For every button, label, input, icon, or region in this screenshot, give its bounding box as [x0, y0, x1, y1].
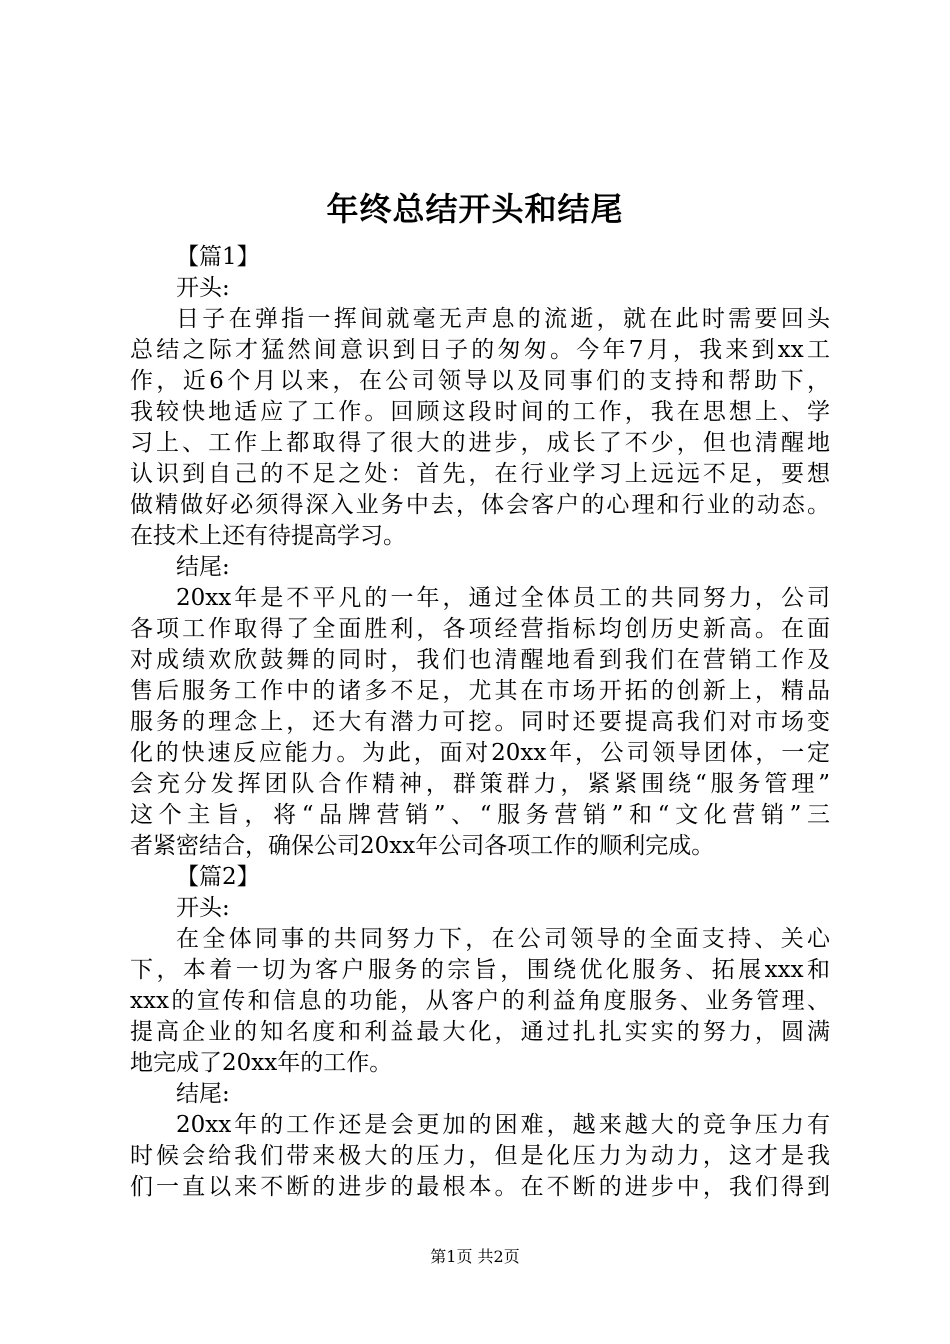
- paragraph-line: 我较快地适应了工作。回顾这段时间的工作，我在思想上、学: [130, 399, 830, 425]
- document-title: 年终总结开头和结尾: [326, 190, 624, 228]
- paragraph-line: 者紧密结合，确保公司20xx年公司各项工作的顺利完成。: [130, 833, 715, 859]
- paragraph-line: 作，近6个月以来，在公司领导以及同事们的支持和帮助下，: [130, 368, 830, 394]
- paragraph-line: 对成绩欢欣鼓舞的同时，我们也清醒地看到我们在营销工作及: [130, 647, 830, 673]
- paragraph-line: 提高企业的知名度和利益最大化，通过扎扎实实的努力，圆满: [130, 1019, 830, 1045]
- subheading: 结尾:: [176, 554, 230, 580]
- paragraph-line: 在全体同事的共同努力下，在公司领导的全面支持、关心: [176, 926, 830, 952]
- paragraph-line: 各项工作取得了全面胜利，各项经营指标均创历史新高。在面: [130, 616, 830, 642]
- page-footer: 第1页 共2页: [430, 1247, 520, 1266]
- paragraph-line: 这个主旨，将“品牌营销”、“服务营销”和“文化营销”三: [130, 802, 830, 828]
- document-body: [130, 242, 830, 1203]
- paragraph-line: 下，本着一切为客户服务的宗旨，围绕优化服务、拓展xxx和: [130, 957, 830, 983]
- paragraph-line: 做精做好必须得深入业务中去，体会客户的心理和行业的动态。: [130, 492, 830, 518]
- subheading: 开头:: [176, 895, 230, 921]
- paragraph-line: 地完成了20xx年的工作。: [130, 1050, 393, 1076]
- paragraph-line: 售后服务工作中的诸多不足，尤其在市场开拓的创新上，精品: [130, 678, 830, 704]
- paragraph-line: 日子在弹指一挥间就毫无声息的流逝，就在此时需要回头: [176, 306, 830, 332]
- paragraph-line: 时候会给我们带来极大的压力，但是化压力为动力，这才是我: [130, 1143, 830, 1169]
- paragraph-line: 在技术上还有待提高学习。: [130, 523, 406, 549]
- paragraph-line: 会充分发挥团队合作精神，群策群力，紧紧围绕“服务管理”: [130, 771, 830, 797]
- paragraph-line: 20xx年的工作还是会更加的困难，越来越大的竞争压力有: [176, 1112, 830, 1138]
- paragraph-line: 服务的理念上，还大有潜力可挖。同时还要提高我们对市场变: [130, 709, 830, 735]
- paragraph-line: xxx的宣传和信息的功能，从客户的利益角度服务、业务管理、: [130, 988, 830, 1014]
- subheading: 结尾:: [176, 1081, 230, 1107]
- subheading: 开头:: [176, 275, 230, 301]
- paragraph-line: 化的快速反应能力。为此，面对20xx年，公司领导团体，一定: [130, 740, 830, 766]
- paragraph-line: 们一直以来不断的进步的最根本。在不断的进步中，我们得到: [130, 1174, 830, 1200]
- section-heading: 【篇1】: [176, 244, 260, 270]
- paragraph-line: 认识到自己的不足之处：首先，在行业学习上远远不足，要想: [130, 461, 830, 487]
- section-heading: 【篇2】: [176, 864, 260, 890]
- paragraph-line: 习上、工作上都取得了很大的进步，成长了不少，但也清醒地: [130, 430, 830, 456]
- paragraph-line: 总结之际才猛然间意识到日子的匆匆。今年7月，我来到xx工: [130, 337, 830, 363]
- paragraph-line: 20xx年是不平凡的一年，通过全体员工的共同努力，公司: [176, 585, 830, 611]
